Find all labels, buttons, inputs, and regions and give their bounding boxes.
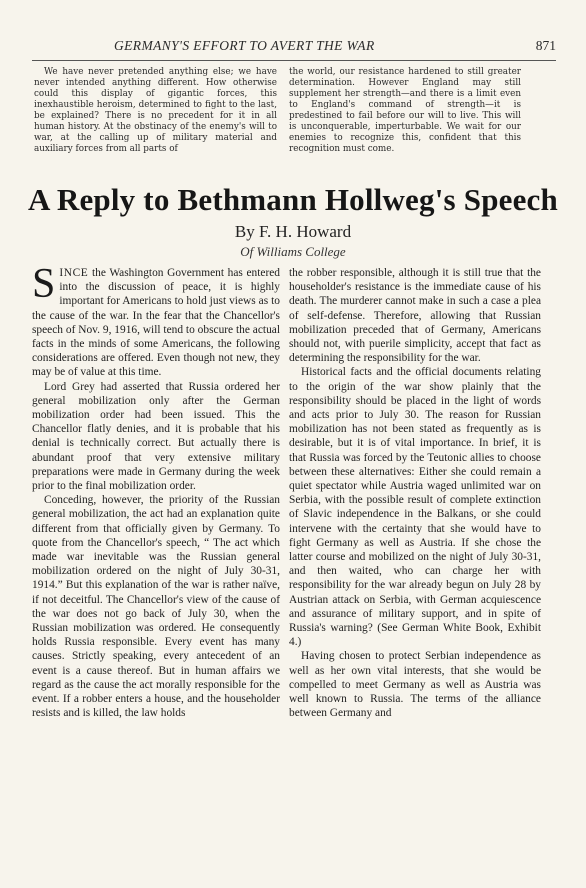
- header-rule: [32, 60, 556, 61]
- article-paragraph: [32, 261, 280, 380]
- article-paragraph: Historical facts and the official documents relating to the origin of the war show plainly that the responsibility should be placed in the light of words and acts prior to July 30. The reason for Russian mobilization has not been stated as frequently as is desirable, but it is of vital importance. In brief, it is that Russia was forced by the Teutonic allies to choose between these alternatives: Either she could remain a quiet spectator while Austria waged unlimited war on Serbia, with the possible result of complete extinction of Slavic independence in the Balkans, or she could intervene with the certainty that she would have to fight Germany as well as Austria. If she chose the latter course and mobilized on the night of July 30-31, and then waited, who can charge her with responsibility for the war already begun on July 28 by Austrian attack on Serbia, with German acquiescence and assurance of military support, and in spite of Russia's warning? (See German White Book, Exhibit 4.): [289, 366, 541, 649]
- preceding-article-left-column: [34, 67, 277, 155]
- article-title: A Reply to Bethmann Hollweg's Speech: [28, 182, 558, 217]
- preceding-article-right-column: [289, 67, 521, 155]
- article-paragraph: the robber responsible, although it is still true that the householder's resistance is the immediate cause of his death. The murderer cannot make in such a case a plea of self-defense. Therefore, allowing that Russian mobilization preceded that of Germany, Americans should not, with puerile simplicity, accept that fact as determining the responsibility for the war.: [289, 267, 541, 365]
- article-right-column: [289, 266, 541, 721]
- article-paragraph: Having chosen to protect Serbian independence as well as her own vital interests, that she would be compelled to meet Germany as well as Austria was well known to Russia. The terms of the alliance between Germany and: [289, 650, 541, 720]
- preceding-article-right-text: the world, our resistance hardened to still greater determination. However England may still supplement her strength—and there is a limit even to England's command of strength—it is predestined to fail before our will to live. This will is unconquerable, imperturbable. We wait for our enemies to recognize this, confident that this recognition must come.: [289, 67, 521, 154]
- drop-cap: S: [32, 261, 56, 307]
- article-left-column: [32, 261, 280, 721]
- opening-words: INCE: [59, 267, 89, 279]
- article-paragraph: Conceding, however, the priority of the Russian general mobilization, the act had an explanation quite different from that officially given by Germany. To quote from the Chancellor's speech, “ The act which made war inevitable was the Russian general mobilization ordered on the night of July 30-31, 1914.” But this explanation of the war is rather naïve, if not deceitful. The Chancellor's view of the cause of the war does not go back of July 30, when the Russian mobilization was ordered. He consequently holds Russia responsible. Every event has many causes. Strictly speaking, every antecedent of an event is a cause thereof. But in human affairs we regard as the cause the act morally responsible for the event. If a robber enters a house, and the householder resists and is killed, the law holds: [32, 494, 280, 720]
- running-header-title: GERMANY'S EFFORT TO AVERT THE WAR: [114, 38, 375, 53]
- running-header: [32, 38, 556, 58]
- page-number: 871: [535, 38, 556, 53]
- article-paragraph: Lord Grey had asserted that Russia ordered her general mobilization only after the German mobilization order had been issued. This the Chancellor flatly denies, and it is probable that his denial is technically correct. But actually there is abundant proof that very extensive military preparations were made in Germany during the week prior to the final mobilization order.: [32, 380, 280, 493]
- preceding-article-left-text: We have never pretended anything else; we have never intended anything different. How otherwise could this display of gigantic forces, this inexhaustible heroism, determined to fight to the last, be explained? There is no precedent for it in all human history. At the obstinacy of the enemy's will to war, at the calling up of military material and auxiliary forces from all parts of: [34, 67, 277, 154]
- article-byline: By F. H. Howard: [234, 222, 352, 241]
- paragraph-text: the Washington Government has entered into the discussion of peace, it is highly important for Americans to hold just views as to the cause of the war. In the fear that the Chancellor's speech of Nov. 9, 1916, will tend to obscure the actual facts in the minds of some Americans, the following considerations are offered. Even though not new, they may be of value at this time.: [32, 267, 280, 379]
- author-affiliation: Of Williams College: [240, 244, 346, 259]
